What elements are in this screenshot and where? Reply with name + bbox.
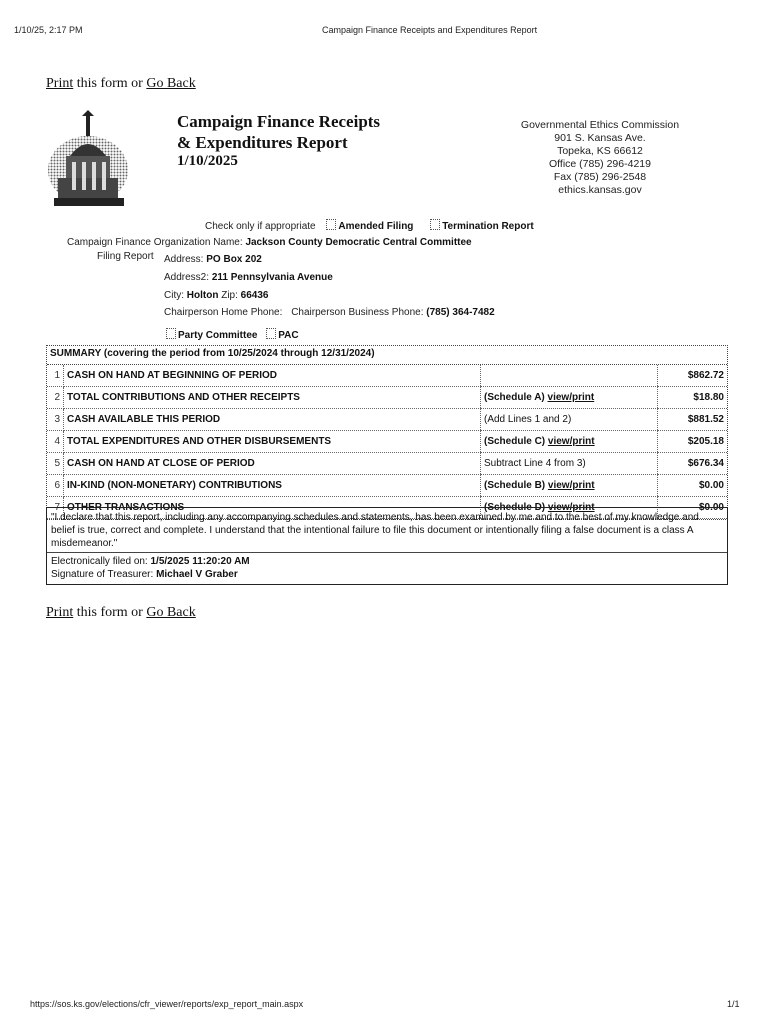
view-print-link[interactable]: view/print (547, 436, 595, 447)
signature-block (47, 553, 727, 584)
print-title: Campaign Finance Receipts and Expenditures Report (322, 25, 538, 35)
row-number: 6 (47, 475, 64, 497)
nav-text-bottom: this form or (73, 605, 147, 620)
commission-street: 901 S. Kansas Ave. (554, 132, 646, 144)
row-schedule (481, 453, 658, 475)
party-committee-checkbox[interactable] (166, 328, 176, 339)
commission-name: Governmental Ethics Commission (520, 119, 680, 131)
row-amount: $676.34 (658, 453, 728, 475)
row-description: TOTAL EXPENDITURES AND OTHER DISBURSEMENTS (64, 431, 481, 453)
filed-on-label: Electronically filed on: (51, 556, 148, 567)
row-number: 3 (47, 409, 64, 431)
zip-value: 66436 (240, 290, 269, 301)
row-amount: $881.52 (658, 409, 728, 431)
report-title-line1: Campaign Finance Receipts (177, 112, 381, 131)
check-prompt: Check only if appropriate (205, 221, 316, 232)
report-title (177, 111, 380, 153)
business-phone-label: Chairperson Business Phone: (291, 307, 424, 318)
view-print-link[interactable]: view/print (547, 392, 595, 403)
schedule-label: (Schedule B) (484, 480, 546, 491)
print-datetime: 1/10/25, 2:17 PM (14, 25, 83, 35)
city-label: City: (164, 290, 184, 301)
summary-row (47, 387, 727, 409)
commission-web: ethics.kansas.gov (558, 184, 642, 196)
city-value: Holton (186, 290, 219, 301)
commission-block (505, 119, 695, 197)
row-amount: $0.00 (658, 497, 728, 519)
row-amount: $862.72 (658, 365, 728, 387)
print-link[interactable]: Print (46, 76, 74, 91)
schedule-label: (Schedule C) (484, 436, 546, 447)
summary-row (47, 409, 727, 431)
row-description: IN-KIND (NON-MONETARY) CONTRIBUTIONS (64, 475, 481, 497)
view-print-link[interactable]: view/print (547, 480, 595, 491)
summary-heading: SUMMARY (covering the period from 10/25/2024 through 12/31/2024) (47, 346, 727, 365)
row-schedule (481, 475, 658, 497)
nav-text: this form or (73, 76, 147, 91)
committee-type-row (166, 328, 299, 341)
row-schedule (481, 365, 658, 387)
zip-label: Zip: (221, 290, 238, 301)
address2-label: Address2: (164, 272, 210, 283)
schedule-label: (Schedule D) (484, 502, 546, 513)
filing-check-row (205, 219, 534, 232)
declaration-box (46, 507, 728, 585)
termination-report-checkbox[interactable] (430, 219, 440, 230)
summary-row (47, 365, 727, 387)
row-number: 5 (47, 453, 64, 475)
commission-city: Topeka, KS 66612 (557, 145, 643, 157)
print-link-bottom[interactable]: Print (46, 605, 74, 620)
declaration-text: "I declare that this report, including any accompanying schedules and statements, has been examined by me and to the best of my knowledge and belief is true, correct and complete. I understand that the intentional failure to file this document or intentionally filing a false document is a class A misdemeanor." (47, 508, 727, 553)
address-label: Address: (164, 254, 204, 265)
city-zip-row (164, 290, 268, 301)
row-number: 7 (47, 497, 64, 519)
footer-url: https://sos.ks.gov/elections/cfr_viewer/reports/exp_report_main.aspx (30, 999, 304, 1009)
summary-table (46, 345, 728, 520)
summary-rows (47, 365, 727, 519)
phone-row (164, 307, 495, 318)
top-nav (46, 76, 196, 92)
address2-row (164, 272, 333, 283)
party-committee-label: Party Committee (178, 330, 258, 341)
row-description: OTHER TRANSACTIONS (64, 497, 481, 519)
row-schedule (481, 409, 658, 431)
row-amount: $205.18 (658, 431, 728, 453)
filed-on-value: 1/5/2025 11:20:20 AM (150, 556, 250, 567)
summary-row (47, 453, 727, 475)
row-schedule (481, 431, 658, 453)
report-title-line2: & Expenditures Report (177, 133, 348, 152)
row-description: CASH AVAILABLE THIS PERIOD (64, 409, 481, 431)
row-amount: $18.80 (658, 387, 728, 409)
business-phone-value: (785) 364-7482 (426, 307, 495, 318)
footer-page: 1/1 (727, 999, 740, 1009)
schedule-label: Subtract Line 4 from 3) (484, 458, 586, 469)
row-description: CASH ON HAND AT CLOSE OF PERIOD (64, 453, 481, 475)
row-amount: $0.00 (658, 475, 728, 497)
amended-filing-label: Amended Filing (338, 221, 414, 232)
address-row (164, 254, 262, 265)
view-print-link[interactable]: view/print (547, 502, 595, 513)
treasurer-row (51, 568, 723, 581)
amended-filing-checkbox[interactable] (326, 219, 336, 230)
address2-value: 211 Pennsylvania Avenue (211, 272, 333, 283)
summary-row (47, 475, 727, 497)
commission-office-phone: Office (785) 296-4219 (549, 158, 651, 170)
summary-row (47, 431, 727, 453)
kansas-capitol-logo-icon (44, 108, 132, 210)
row-description: CASH ON HAND AT BEGINNING OF PERIOD (64, 365, 481, 387)
pac-label: PAC (278, 330, 299, 341)
org-name-value: Jackson County Democratic Central Committee (245, 237, 472, 248)
org-name-label: Campaign Finance Organization Name: (67, 237, 243, 248)
row-number: 4 (47, 431, 64, 453)
filing-report-label: Filing Report (97, 251, 154, 262)
bottom-nav (46, 605, 196, 621)
schedule-label: (Schedule A) (484, 392, 545, 403)
address-value: PO Box 202 (206, 254, 262, 265)
schedule-label: (Add Lines 1 and 2) (484, 414, 572, 425)
row-number: 2 (47, 387, 64, 409)
treasurer-value: Michael V Graber (156, 569, 238, 580)
treasurer-label: Signature of Treasurer: (51, 569, 154, 580)
commission-fax: Fax (785) 296-2548 (553, 171, 647, 183)
row-number: 1 (47, 365, 64, 387)
org-name-row (67, 237, 472, 248)
report-date: 1/10/2025 (177, 153, 238, 169)
go-back-link-bottom[interactable]: Go Back (146, 605, 196, 620)
row-schedule (481, 387, 658, 409)
row-description: TOTAL CONTRIBUTIONS AND OTHER RECEIPTS (64, 387, 481, 409)
home-phone-label: Chairperson Home Phone: (164, 307, 283, 318)
filed-on-row (51, 555, 723, 568)
go-back-link[interactable]: Go Back (146, 76, 196, 91)
termination-report-label: Termination Report (442, 221, 534, 232)
pac-checkbox[interactable] (266, 328, 276, 339)
